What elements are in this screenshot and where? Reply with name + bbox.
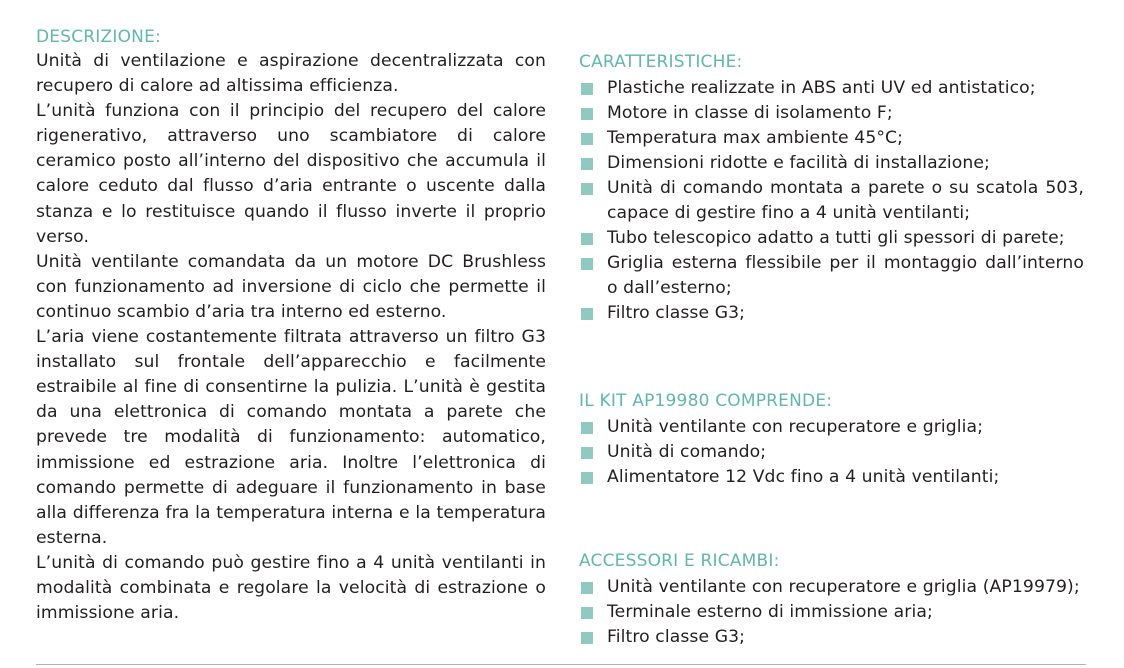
list-item <box>579 625 1084 650</box>
list-item <box>579 176 1084 226</box>
square-bullet-icon <box>581 258 593 270</box>
description-heading: DESCRIZIONE: <box>36 27 161 47</box>
square-bullet-icon <box>581 183 593 195</box>
list-item <box>579 415 1084 440</box>
square-bullet-icon <box>581 422 593 434</box>
list-item-text: Unità di comando montata a parete o su scatola 503, capace di gestire fino a 4 unità ventilanti; <box>607 178 1084 223</box>
square-bullet-icon <box>581 447 593 459</box>
list-item-text: Unità di comando; <box>607 442 767 462</box>
square-bullet-icon <box>581 632 593 644</box>
list-item <box>579 126 1084 151</box>
bottom-divider <box>36 664 1086 665</box>
description-paragraph: Unità ventilante comandata da un motore DC Brushless con funzionamento ad inversione di ciclo che permette il continuo scambio d’aria tra interno ed esterno. <box>36 251 546 322</box>
description-paragraph: Unità di ventilazione e aspirazione decentralizzata con recupero di calore ad altissima efficienza. <box>36 51 546 97</box>
features-list <box>579 76 1084 326</box>
list-item-text: Motore in classe di isolamento F; <box>607 103 893 123</box>
description-paragraph: L’unità funziona con il principio del recupero del calore rigenerativo, attraverso uno scambiatore di calore ceramico posto all’interno del dispositivo che accumula il calore ceduto dal flusso d’aria entrante o uscente dalla stanza e lo restituisce quando il flusso inverte il proprio verso. <box>36 101 546 247</box>
description-paragraph: L’unità di comando può gestire fino a 4 unità ventilanti in modalità combinata e regolare la velocità di estrazione o immissione aria. <box>36 552 546 624</box>
square-bullet-icon <box>581 582 593 594</box>
list-item <box>579 575 1084 600</box>
list-item-text: Temperatura max ambiente 45°C; <box>607 128 904 148</box>
list-item-text: Filtro classe G3; <box>607 303 746 323</box>
list-item-text: Alimentatore 12 Vdc fino a 4 unità ventilanti; <box>607 467 1000 487</box>
square-bullet-icon <box>581 308 593 320</box>
square-bullet-icon <box>581 133 593 145</box>
accessories-section <box>579 549 1084 650</box>
square-bullet-icon <box>581 108 593 120</box>
list-item <box>579 226 1084 251</box>
list-item <box>579 251 1084 301</box>
square-bullet-icon <box>581 158 593 170</box>
list-item-text: Unità ventilante con recuperatore e griglia (AP19979); <box>607 577 1080 597</box>
list-item <box>579 101 1084 126</box>
description-paragraph: L’aria viene costantemente filtrata attraverso un filtro G3 installato sul frontale dell’apparecchio e facilmente estraibile al fine di consentirne la pulizia. L’unità è gestita da una elettronica di comando montata a parete che prevede tre modalità di funzionamento: automatico, immissione ed estrazione aria. Inoltre l’elettronica di comando permette di adeguare il funzionamento in base alla differenza fra la temperatura interna e la temperatura esterna. <box>36 327 546 548</box>
kit-heading: IL KIT AP19980 COMPRENDE: <box>579 391 833 411</box>
square-bullet-icon <box>581 83 593 95</box>
list-item-text: Plastiche realizzate in ABS anti UV ed antistatico; <box>607 78 1036 98</box>
list-item <box>579 440 1084 465</box>
list-item <box>579 465 1084 490</box>
square-bullet-icon <box>581 472 593 484</box>
specs-column <box>579 50 1084 650</box>
list-item-text: Dimensioni ridotte e facilità di installazione; <box>607 153 990 173</box>
list-item <box>579 600 1084 625</box>
list-item-text: Terminale esterno di immissione aria; <box>607 602 933 622</box>
list-item <box>579 76 1084 101</box>
square-bullet-icon <box>581 607 593 619</box>
accessories-list <box>579 575 1084 650</box>
list-item-text: Tubo telescopico adatto a tutti gli spessori di parete; <box>607 228 1065 248</box>
list-item-text: Griglia esterna flessibile per il montaggio dall’interno o dall’esterno; <box>607 253 1084 298</box>
features-heading: CARATTERISTICHE: <box>579 52 743 72</box>
description-column <box>36 25 546 626</box>
accessories-heading: ACCESSORI E RICAMBI: <box>579 551 780 571</box>
list-item-text: Unità ventilante con recuperatore e griglia; <box>607 417 984 437</box>
features-section <box>579 50 1084 326</box>
list-item-text: Filtro classe G3; <box>607 627 746 647</box>
list-item <box>579 301 1084 326</box>
kit-section <box>579 389 1084 490</box>
list-item <box>579 151 1084 176</box>
square-bullet-icon <box>581 233 593 245</box>
kit-list <box>579 415 1084 490</box>
